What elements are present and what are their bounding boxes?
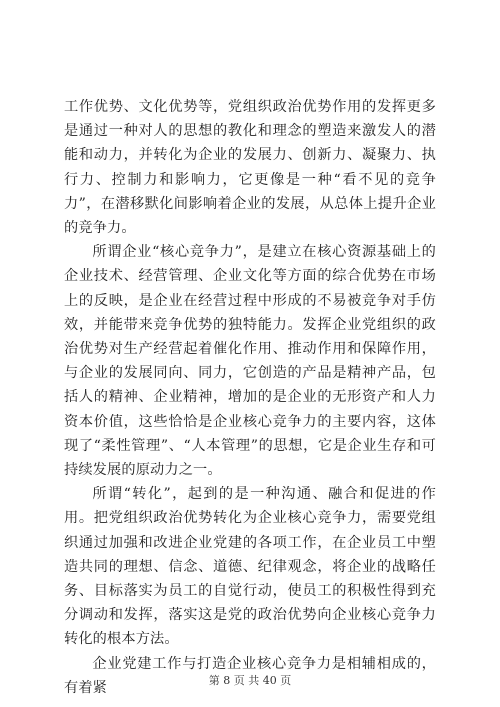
paragraph-4: 企业党建工作与打造企业核心竞争力是相辅相成的，有着紧 (64, 655, 436, 696)
document-body (64, 95, 436, 700)
paragraph-3: 所谓“转化”，起到的是一种沟通、融合和促进的作用。把党组织政治优势转化为企业核心竞争力，需要党组织通过加强和改进企业党建的各项工作，在企业员工中塑造共同的理想、信念、道德、纪律观念，将企业的战略任务、目标落实为员工的自觉行动，使员工的积极性得到充分调动和发挥，落实这是党的政治优势向企业核心竞争力转化的根本方法。 (64, 486, 436, 648)
page-footer: 第 8 页 共 40 页 (208, 674, 292, 687)
paragraph-1: 工作优势、文化优势等，党组织政治优势作用的发挥更多是通过一种对人的思想的教化和理念的塑造来激发人的潜能和动力，并转化为企业的发展力、创新力、凝聚力、执行力、控制力和影响力，它更像是一种“看不见的竞争力”，在潜移默化间影响着企业的发展，从总体上提升企业的竞争力。 (64, 99, 436, 237)
paragraph-2: 所谓企业“核心竞争力”，是建立在核心资源基础上的企业技术、经营管理、企业文化等方面的综合优势在市场上的反映，是企业在经营过程中形成的不易被竞争对手仿效，并能带来竞争优势的独特能力。发挥企业党组织的政治优势对生产经营起着催化作用、推动作用和保障作用，与企业的发展同向、同力，它创造的产品是精神产品，包括人的精神、企业精神，增加的是企业的无形资产和人力资本价值，这些恰恰是企业核心竞争力的主要内容，这体现了“柔性管理”、“人本管理”的思想，它是企业生存和可持续发展的原动力之一。 (64, 244, 436, 479)
